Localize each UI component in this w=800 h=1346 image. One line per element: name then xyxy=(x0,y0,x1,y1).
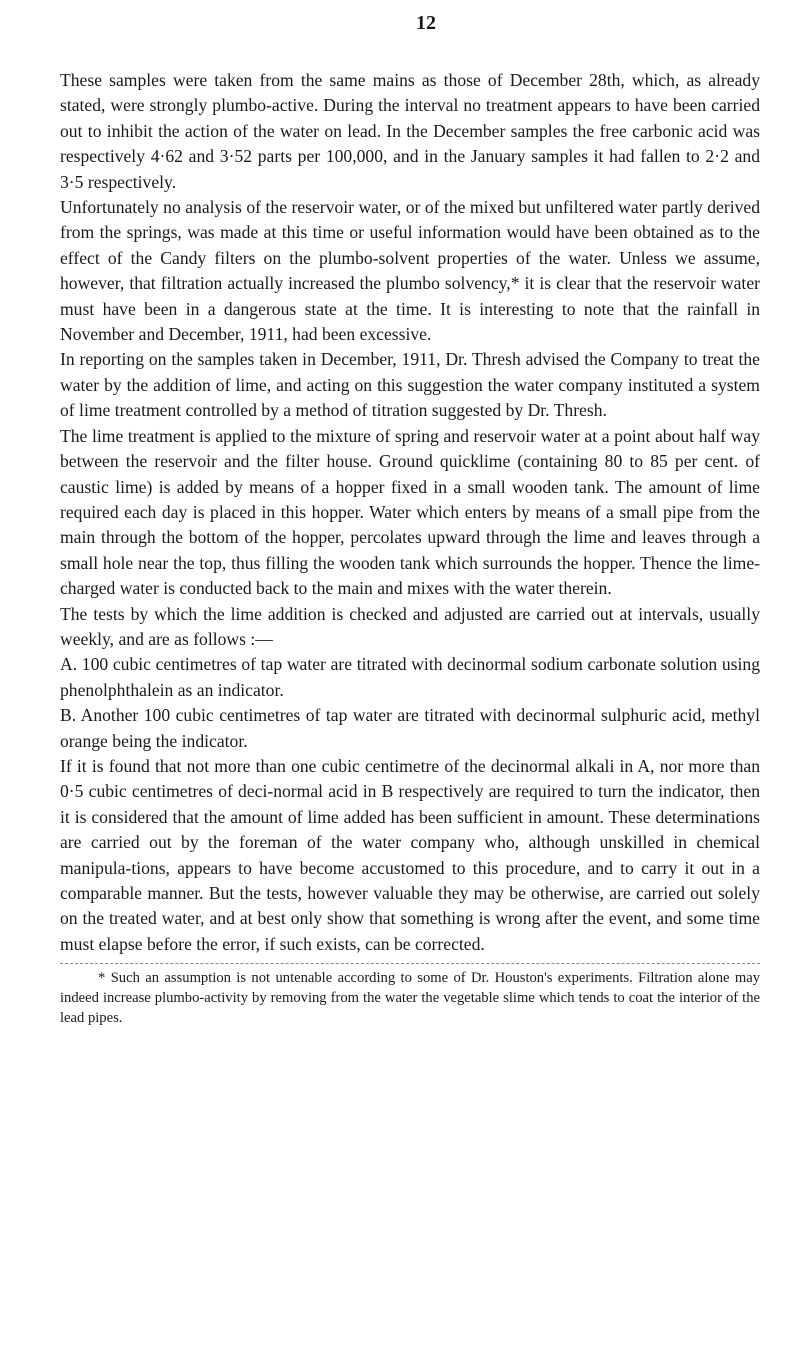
document-page xyxy=(60,0,760,1028)
footnote-divider xyxy=(60,963,760,964)
paragraph: A. 100 cubic centimetres of tap water are titrated with decinormal sodium carbonate solution using phenolphthalein as an indicator. xyxy=(60,654,760,700)
footnote: * Such an assumption is not untenable according to some of Dr. Houston's experiments. Filtration alone may indeed increase plumbo-activity by removing from the water the vegetable slime which tends to coat the interior of the lead pipes. xyxy=(60,970,760,1027)
paragraph: The tests by which the lime addition is checked and adjusted are carried out at intervals, usually weekly, and are as follows :— xyxy=(60,603,760,649)
paragraph: These samples were taken from the same mains as those of December 28th, which, as already stated, were strongly plumbo-active. During the interval no treatment appears to have been carried out to inhibit the action of the water on lead. In the December samples the free carbonic acid was respectively 4·62 and 3·52 parts per 100,000, and in the January samples it had fallen to 2·2 and 3·5 respectively. xyxy=(60,70,760,192)
paragraph: In reporting on the samples taken in December, 1911, Dr. Thresh advised the Company to treat the water by the addition of lime, and acting on this suggestion the water company instituted a system of lime treatment controlled by a method of titration suggested by Dr. Thresh. xyxy=(60,349,760,421)
paragraph: B. Another 100 cubic centimetres of tap water are titrated with decinormal sulphuric acid, methyl orange being the indicator. xyxy=(60,705,760,751)
paragraph: If it is found that not more than one cubic centimetre of the decinormal alkali in A, nor more than 0·5 cubic centimetres of deci-normal acid in B respectively are required to turn the indicator, then it is considered that the amount of lime added has been sufficient in amount. These determinations are carried out by the foreman of the water company who, although unskilled in chemical manipula-tions, appears to have become accustomed to this procedure, and to carry it out in a comparable manner. But the tests, however valuable they may be otherwise, are carried out solely on the treated water, and at best only show that something is wrong after the event, and some time must elapse before the error, if such exists, can be corrected. xyxy=(60,755,760,954)
page-number: 12 xyxy=(416,12,436,34)
paragraph: The lime treatment is applied to the mixture of spring and reservoir water at a point about half way between the reservoir and the filter house. Ground quicklime (containing 80 to 85 per cent. of caustic lime) is added by means of a hopper fixed in a small wooden tank. The amount of lime required each day is placed in this hopper. Water which enters by means of a small pipe from the main through the bottom of the hopper, percolates upward through the lime and leaves through a small hole near the top, thus filling the wooden tank which surrounds the hopper. Thence the lime-charged water is conducted back to the main and mixes with the water therein. xyxy=(60,425,760,599)
paragraph: Unfortunately no analysis of the reservoir water, or of the mixed but unfiltered water partly derived from the springs, was made at this time or useful information would have been obtained as to the effect of the Candy filters on the plumbo-solvent properties of the water. Unless we assume, however, that filtration actually increased the plumbo solvency,* it is clear that the reservoir water must have been in a dangerous state at the time. It is interesting to note that the rainfall in November and December, 1911, had been excessive. xyxy=(60,197,760,345)
body-text xyxy=(60,68,760,957)
